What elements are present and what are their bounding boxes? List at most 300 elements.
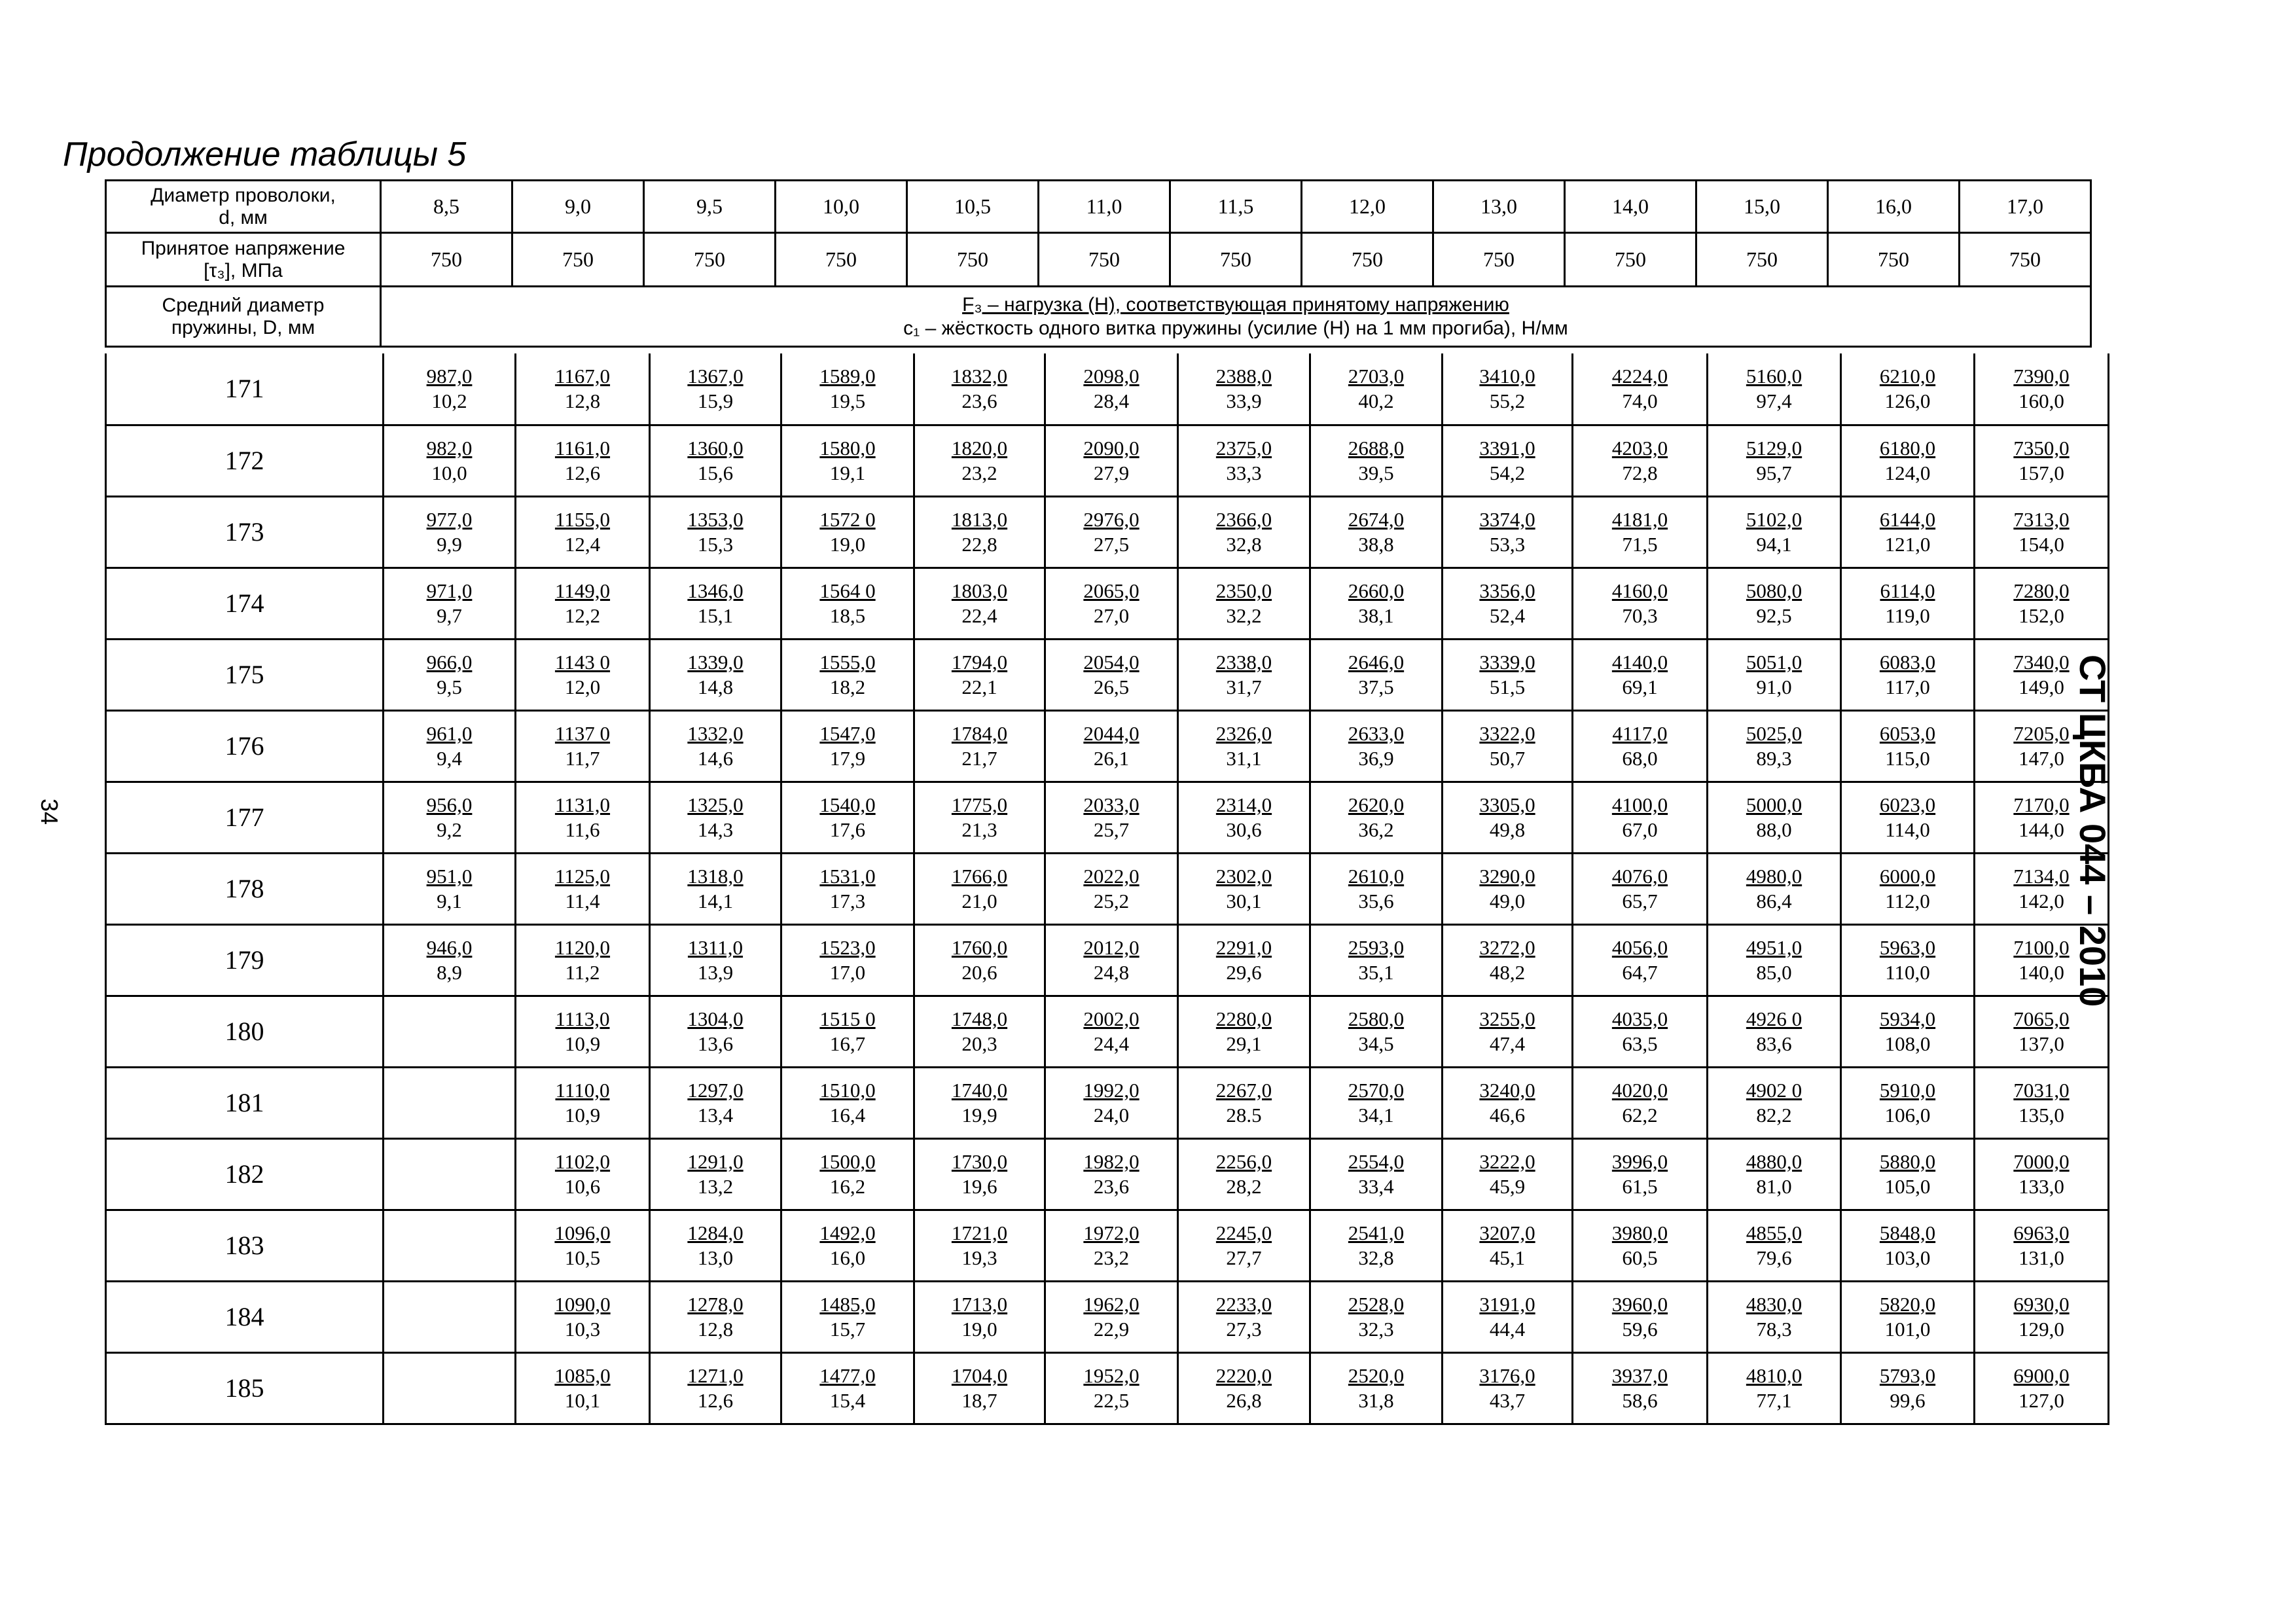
load-stiffness-cell <box>1310 782 1443 853</box>
load-stiffness-cell <box>1841 1352 1975 1424</box>
load-value: 1339,0 <box>687 650 744 674</box>
stiffness-value: 9,1 <box>437 889 462 912</box>
stiffness-value: 95,7 <box>1756 461 1792 484</box>
load-stiffness-cell <box>1443 710 1573 782</box>
load-stiffness-cell <box>1310 853 1443 924</box>
stiffness-value: 14,8 <box>697 675 734 698</box>
load-value: 5820,0 <box>1879 1292 1936 1316</box>
table-row <box>106 568 2109 639</box>
load-value: 2580,0 <box>1348 1007 1405 1030</box>
load-stiffness-cell <box>914 1138 1045 1210</box>
load-stiffness-cell <box>1573 1281 1708 1352</box>
stiffness-value: 108,0 <box>1884 1032 1931 1055</box>
table-row <box>106 853 2109 924</box>
load-stiffness-cell <box>1573 1067 1708 1138</box>
load-stiffness-cell <box>914 1210 1045 1281</box>
stiffness-value: 32,8 <box>1226 532 1262 556</box>
load-stiffness-cell <box>1045 782 1178 853</box>
load-stiffness-cell <box>1573 425 1708 496</box>
load-stiffness-cell <box>384 496 516 568</box>
stiffness-value: 83,6 <box>1756 1032 1792 1055</box>
stiffness-value: 124,0 <box>1884 461 1931 484</box>
load-value: 1311,0 <box>687 935 744 959</box>
stiffness-value: 67,0 <box>1622 818 1658 841</box>
load-stiffness-cell <box>1573 710 1708 782</box>
load-value: 4980,0 <box>1746 864 1803 888</box>
load-stiffness-cell <box>1178 353 1310 425</box>
stiffness-value: 13,9 <box>697 960 734 984</box>
load-value: 2280,0 <box>1215 1007 1272 1030</box>
stiffness-value: 55,2 <box>1489 389 1526 412</box>
load-stiffness-cell <box>1975 568 2109 639</box>
load-value: 1360,0 <box>687 436 744 460</box>
stress-value: 750 <box>1433 233 1565 287</box>
load-stiffness-cell <box>1975 924 2109 996</box>
stiffness-value: 126,0 <box>1884 389 1931 412</box>
stiffness-value: 23,2 <box>1093 1246 1130 1269</box>
load-stiffness-cell <box>1443 1210 1573 1281</box>
stiffness-value: 49,0 <box>1489 889 1526 912</box>
stiffness-value: 10,6 <box>564 1174 601 1198</box>
load-stiffness-cell <box>516 996 650 1067</box>
load-value: 1547,0 <box>819 721 876 745</box>
load-value: 2388,0 <box>1215 364 1272 388</box>
load-value: 4830,0 <box>1746 1292 1803 1316</box>
stiffness-value: 43,7 <box>1489 1388 1526 1412</box>
load-stiffness-cell <box>1841 496 1975 568</box>
load-stiffness-cell <box>516 853 650 924</box>
load-stiffness-cell <box>914 353 1045 425</box>
load-stiffness-cell <box>1975 496 2109 568</box>
load-stiffness-cell <box>1178 853 1310 924</box>
load-stiffness-cell <box>1708 496 1841 568</box>
load-value: 7170,0 <box>2013 793 2070 816</box>
stiffness-value: 13,2 <box>697 1174 734 1198</box>
stiffness-value: 112,0 <box>1885 889 1930 912</box>
stiffness-value: 38,1 <box>1358 604 1394 627</box>
load-value: 5129,0 <box>1746 436 1803 460</box>
load-value: 2375,0 <box>1215 436 1272 460</box>
stiffness-value: 29,1 <box>1226 1032 1262 1055</box>
load-stiffness-cell <box>1975 639 2109 710</box>
load-value: 2593,0 <box>1348 935 1405 959</box>
empty-cell <box>384 1352 516 1424</box>
load-stiffness-cell <box>516 1067 650 1138</box>
load-value: 1110,0 <box>555 1078 610 1102</box>
load-stiffness-cell <box>781 1067 914 1138</box>
load-stiffness-cell <box>1443 1352 1573 1424</box>
stress-value: 750 <box>776 233 907 287</box>
load-value: 1096,0 <box>554 1221 611 1244</box>
load-value: 1332,0 <box>687 721 744 745</box>
load-stiffness-cell <box>1443 1281 1573 1352</box>
stiffness-value: 40,2 <box>1358 389 1394 412</box>
mean-diameter-value: 176 <box>106 710 384 782</box>
stiffness-value: 33,4 <box>1358 1174 1394 1198</box>
stiffness-value: 60,5 <box>1622 1246 1658 1269</box>
stiffness-value: 16,2 <box>829 1174 866 1198</box>
load-stiffness-cell <box>1178 639 1310 710</box>
load-value: 4035,0 <box>1611 1007 1668 1030</box>
load-stiffness-cell <box>914 710 1045 782</box>
load-stiffness-cell <box>1573 353 1708 425</box>
load-value: 1972,0 <box>1083 1221 1139 1244</box>
table-row <box>106 639 2109 710</box>
stiffness-value: 31,8 <box>1358 1388 1394 1412</box>
load-stiffness-cell <box>1841 568 1975 639</box>
load-value: 1704,0 <box>951 1363 1008 1387</box>
stiffness-value: 32,3 <box>1358 1317 1394 1341</box>
stiffness-value: 32,2 <box>1226 604 1262 627</box>
load-value: 5963,0 <box>1879 935 1936 959</box>
load-stiffness-cell <box>1045 1138 1178 1210</box>
load-stiffness-cell <box>1310 996 1443 1067</box>
load-value: 1992,0 <box>1083 1078 1139 1102</box>
load-value: 1125,0 <box>554 864 611 888</box>
load-stiffness-cell <box>1708 568 1841 639</box>
stress-value: 750 <box>1828 233 1960 287</box>
load-value: 5848,0 <box>1879 1221 1936 1244</box>
stiffness-value: 86,4 <box>1756 889 1792 912</box>
wire-diameter-value: 10,5 <box>907 181 1039 233</box>
load-value: 2541,0 <box>1348 1221 1405 1244</box>
load-stiffness-cell <box>781 568 914 639</box>
load-stiffness-cell <box>1045 853 1178 924</box>
load-stiffness-cell <box>516 353 650 425</box>
load-stiffness-cell <box>914 1067 1045 1138</box>
load-stiffness-cell <box>1573 568 1708 639</box>
wire-diameter-value: 14,0 <box>1565 181 1696 233</box>
load-value: 2314,0 <box>1215 793 1272 816</box>
stiffness-value: 17,3 <box>829 889 866 912</box>
load-value: 956,0 <box>426 793 473 816</box>
stiffness-value: 9,4 <box>437 746 462 770</box>
load-stiffness-cell <box>1573 639 1708 710</box>
stiffness-value: 19,6 <box>961 1174 997 1198</box>
load-stiffness-cell <box>1310 1067 1443 1138</box>
stiffness-value: 39,5 <box>1358 461 1394 484</box>
stiffness-value: 36,9 <box>1358 746 1394 770</box>
stiffness-value: 129,0 <box>2018 1317 2064 1341</box>
stiffness-value: 47,4 <box>1489 1032 1526 1055</box>
load-value: 3305,0 <box>1479 793 1535 816</box>
stiffness-value: 12,0 <box>564 675 601 698</box>
wire-diameter-value: 12,0 <box>1302 181 1433 233</box>
load-value: 2002,0 <box>1083 1007 1139 1030</box>
mean-diameter-value: 182 <box>106 1138 384 1210</box>
empty-cell <box>384 1138 516 1210</box>
load-value: 4140,0 <box>1611 650 1668 674</box>
load-stiffness-cell <box>1573 996 1708 1067</box>
load-value: 7340,0 <box>2013 650 2070 674</box>
stiffness-value: 44,4 <box>1489 1317 1526 1341</box>
stress-label-line1: Принятое напряжение <box>141 237 346 259</box>
load-value: 4880,0 <box>1746 1149 1803 1173</box>
load-value: 7205,0 <box>2013 721 2070 745</box>
load-stiffness-cell <box>1178 496 1310 568</box>
load-stiffness-cell <box>516 496 650 568</box>
stiffness-value: 97,4 <box>1756 389 1792 412</box>
stiffness-value: 114,0 <box>1885 818 1930 841</box>
stiffness-value: 50,7 <box>1489 746 1526 770</box>
stress-value: 750 <box>1565 233 1696 287</box>
load-stiffness-cell <box>1708 1281 1841 1352</box>
load-stiffness-cell <box>914 425 1045 496</box>
load-value: 7280,0 <box>2013 579 2070 602</box>
load-stiffness-cell <box>781 853 914 924</box>
stiffness-value: 135,0 <box>2018 1103 2064 1127</box>
load-stiffness-cell <box>1310 1210 1443 1281</box>
stiffness-value: 22,9 <box>1093 1317 1130 1341</box>
load-stiffness-cell <box>1178 1281 1310 1352</box>
stiffness-value: 94,1 <box>1756 532 1792 556</box>
load-stiffness-cell <box>1975 782 2109 853</box>
stiffness-value: 19,5 <box>829 389 866 412</box>
load-stiffness-cell <box>1841 782 1975 853</box>
stiffness-value: 81,0 <box>1756 1174 1792 1198</box>
load-value: 1477,0 <box>819 1363 876 1387</box>
load-stiffness-cell <box>1178 1138 1310 1210</box>
load-stiffness-cell <box>781 425 914 496</box>
load-stiffness-cell <box>1573 1138 1708 1210</box>
stiffness-value: 27,7 <box>1226 1246 1262 1269</box>
load-value: 1952,0 <box>1083 1363 1139 1387</box>
load-value: 5025,0 <box>1746 721 1803 745</box>
stiffness-value: 34,5 <box>1358 1032 1394 1055</box>
wire-diameter-label <box>106 181 381 233</box>
stiffness-value: 23,6 <box>961 389 997 412</box>
load-stiffness-cell <box>1045 425 1178 496</box>
load-value: 3374,0 <box>1479 507 1535 531</box>
load-value: 1085,0 <box>554 1363 611 1387</box>
stress-value: 750 <box>512 233 644 287</box>
mean-diameter-value: 173 <box>106 496 384 568</box>
load-stiffness-cell <box>1975 1281 2109 1352</box>
table-row <box>106 782 2109 853</box>
load-stiffness-cell <box>1045 710 1178 782</box>
load-value: 4951,0 <box>1746 935 1803 959</box>
load-stiffness-cell <box>1045 1352 1178 1424</box>
stiffness-value: 137,0 <box>2018 1032 2064 1055</box>
load-stiffness-cell <box>1045 1067 1178 1138</box>
load-value: 2570,0 <box>1348 1078 1405 1102</box>
wire-diameter-value: 13,0 <box>1433 181 1565 233</box>
load-stiffness-cell <box>1841 425 1975 496</box>
load-value: 2065,0 <box>1083 579 1139 602</box>
load-stiffness-cell <box>384 710 516 782</box>
load-stiffness-cell <box>1310 924 1443 996</box>
load-value: 1794,0 <box>951 650 1008 674</box>
load-stiffness-cell <box>650 1352 781 1424</box>
load-value: 1149,0 <box>554 579 611 602</box>
stiffness-value: 147,0 <box>2018 746 2064 770</box>
load-stiffness-cell <box>650 853 781 924</box>
load-stiffness-cell <box>516 568 650 639</box>
load-value: 6963,0 <box>2013 1221 2070 1244</box>
load-stiffness-cell <box>516 710 650 782</box>
load-stiffness-cell <box>1443 568 1573 639</box>
stiffness-value: 13,4 <box>697 1103 734 1127</box>
load-value: 961,0 <box>426 721 473 745</box>
load-value: 1090,0 <box>554 1292 611 1316</box>
load-value: 987,0 <box>426 364 473 388</box>
stiffness-value: 26,1 <box>1093 746 1130 770</box>
load-value: 1540,0 <box>819 793 876 816</box>
load-value: 3222,0 <box>1479 1149 1535 1173</box>
load-stiffness-cell <box>1443 353 1573 425</box>
stiffness-value: 29,6 <box>1226 960 1262 984</box>
stiffness-value: 10,3 <box>564 1317 601 1341</box>
stress-value: 750 <box>907 233 1039 287</box>
stiffness-value: 85,0 <box>1756 960 1792 984</box>
stiffness-value: 25,2 <box>1093 889 1130 912</box>
load-stiffness-cell <box>384 782 516 853</box>
load-value: 3176,0 <box>1479 1363 1535 1387</box>
stiffness-value: 46,6 <box>1489 1103 1526 1127</box>
load-value: 5160,0 <box>1746 364 1803 388</box>
table-row <box>106 1210 2109 1281</box>
stiffness-value: 58,6 <box>1622 1388 1658 1412</box>
load-value: 2976,0 <box>1083 507 1139 531</box>
load-value: 4181,0 <box>1611 507 1668 531</box>
load-stiffness-cell <box>1708 996 1841 1067</box>
stiffness-value: 68,0 <box>1622 746 1658 770</box>
load-value: 1102,0 <box>554 1149 611 1173</box>
stiffness-value: 27,5 <box>1093 532 1130 556</box>
load-value: 6000,0 <box>1879 864 1936 888</box>
stress-value: 750 <box>1170 233 1302 287</box>
stiffness-value: 11,2 <box>565 960 600 984</box>
mean-diameter-value: 174 <box>106 568 384 639</box>
stiffness-value: 15,4 <box>829 1388 866 1412</box>
stiffness-value: 34,1 <box>1358 1103 1394 1127</box>
load-stiffness-cell <box>650 1138 781 1210</box>
load-value: 1143 0 <box>554 650 611 674</box>
stiffness-value: 110,0 <box>1885 960 1930 984</box>
stiffness-value: 10,5 <box>564 1246 601 1269</box>
load-value: 1167,0 <box>554 364 611 388</box>
load-stiffness-cell <box>1841 1138 1975 1210</box>
load-value: 1775,0 <box>951 793 1008 816</box>
load-value: 1784,0 <box>951 721 1008 745</box>
load-stiffness-cell <box>1178 710 1310 782</box>
stiffness-value: 12,6 <box>697 1388 734 1412</box>
load-stiffness-cell <box>650 568 781 639</box>
stiffness-value: 19,0 <box>961 1317 997 1341</box>
stiffness-value: 8,9 <box>437 960 462 984</box>
load-stiffness-cell <box>1310 639 1443 710</box>
load-stiffness-cell <box>1573 496 1708 568</box>
stiffness-value: 88,0 <box>1756 818 1792 841</box>
load-stiffness-cell <box>1310 496 1443 568</box>
stiffness-value: 24,4 <box>1093 1032 1130 1055</box>
load-value: 2044,0 <box>1083 721 1139 745</box>
stiffness-value: 15,6 <box>697 461 734 484</box>
load-value: 1297,0 <box>687 1078 744 1102</box>
load-stiffness-cell <box>781 353 914 425</box>
stiffness-value: 17,0 <box>829 960 866 984</box>
wire-diameter-value: 8,5 <box>381 181 512 233</box>
table-row <box>106 1138 2109 1210</box>
load-value: 1523,0 <box>819 935 876 959</box>
stiffness-value: 10,1 <box>564 1388 601 1412</box>
stiffness-value: 154,0 <box>2018 532 2064 556</box>
load-stiffness-cell <box>914 639 1045 710</box>
mean-diameter-value: 181 <box>106 1067 384 1138</box>
load-stiffness-cell <box>650 353 781 425</box>
stiffness-value: 18,2 <box>829 675 866 698</box>
load-stiffness-cell <box>1841 1210 1975 1281</box>
stiffness-value: 12,4 <box>564 532 601 556</box>
stiffness-value: 103,0 <box>1884 1246 1931 1269</box>
load-value: 1982,0 <box>1083 1149 1139 1173</box>
load-value: 2646,0 <box>1348 650 1405 674</box>
load-stiffness-cell <box>1045 996 1178 1067</box>
load-value: 2554,0 <box>1348 1149 1405 1173</box>
load-value: 1113,0 <box>555 1007 610 1030</box>
mean-diameter-value: 172 <box>106 425 384 496</box>
load-value: 3272,0 <box>1479 935 1535 959</box>
stiffness-value: 62,2 <box>1622 1103 1658 1127</box>
load-stiffness-cell <box>1310 1281 1443 1352</box>
stiffness-value: 49,8 <box>1489 818 1526 841</box>
stiffness-value: 35,6 <box>1358 889 1394 912</box>
load-stiffness-cell <box>1178 1352 1310 1424</box>
load-value: 4076,0 <box>1611 864 1668 888</box>
stiffness-value: 74,0 <box>1622 389 1658 412</box>
load-stiffness-cell <box>1708 1210 1841 1281</box>
stiffness-value: 10,0 <box>431 461 467 484</box>
stiffness-value: 33,9 <box>1226 389 1262 412</box>
load-stiffness-cell <box>914 996 1045 1067</box>
load-stiffness-cell <box>1045 1281 1178 1352</box>
load-stiffness-cell <box>384 568 516 639</box>
load-stiffness-cell <box>1975 1210 2109 1281</box>
stiffness-value: 133,0 <box>2018 1174 2064 1198</box>
load-stiffness-cell <box>1975 1138 2109 1210</box>
stiffness-value: 15,7 <box>829 1317 866 1341</box>
load-stiffness-cell <box>1573 1210 1708 1281</box>
load-value: 4926 0 <box>1746 1007 1803 1030</box>
load-value: 5793,0 <box>1879 1363 1936 1387</box>
load-stiffness-cell <box>1045 1210 1178 1281</box>
load-value: 2633,0 <box>1348 721 1405 745</box>
stiffness-value: 54,2 <box>1489 461 1526 484</box>
stiffness-value: 121,0 <box>1884 532 1931 556</box>
stiffness-value: 99,6 <box>1890 1388 1926 1412</box>
load-value: 1367,0 <box>687 364 744 388</box>
load-stiffness-cell <box>516 425 650 496</box>
data-table <box>105 353 2109 1425</box>
stiffness-value: 19,1 <box>829 461 866 484</box>
load-stiffness-cell <box>1443 1067 1573 1138</box>
wire-diameter-value: 16,0 <box>1828 181 1960 233</box>
wire-diameter-value: 10,0 <box>776 181 907 233</box>
load-value: 1572 0 <box>819 507 876 531</box>
stiffness-value: 105,0 <box>1884 1174 1931 1198</box>
stiffness-value: 31,7 <box>1226 675 1262 698</box>
stiffness-value: 71,5 <box>1622 532 1658 556</box>
load-stiffness-cell <box>650 996 781 1067</box>
stiffness-value: 92,5 <box>1756 604 1792 627</box>
load-stiffness-cell <box>1573 1352 1708 1424</box>
load-stiffness-cell <box>914 1281 1045 1352</box>
load-stiffness-cell <box>516 639 650 710</box>
stiffness-value: 21,0 <box>961 889 997 912</box>
load-stiffness-cell <box>650 1281 781 1352</box>
stiffness-value: 72,8 <box>1622 461 1658 484</box>
load-value: 7065,0 <box>2013 1007 2070 1030</box>
